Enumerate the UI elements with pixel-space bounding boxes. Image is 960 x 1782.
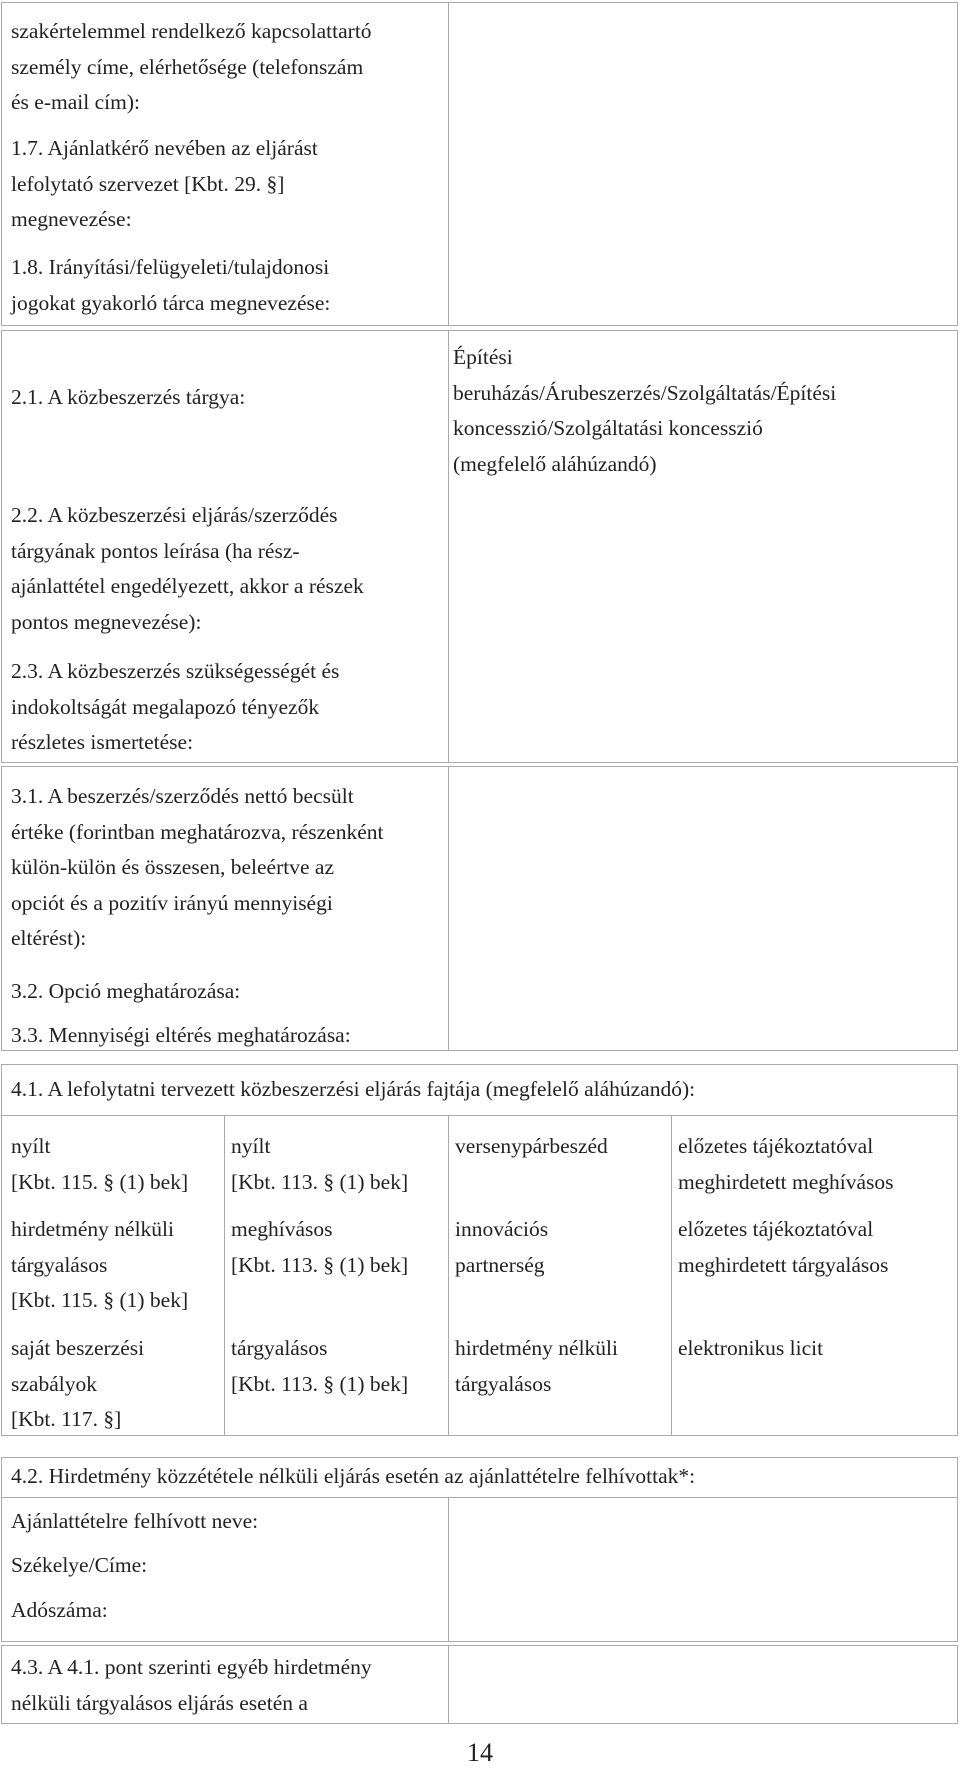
procedure-prior-info-negotiated: előzetes tájékoztatóval meghirdetett tárgyalásos	[678, 1217, 889, 1277]
invitee-address-label: Székelye/Címe:	[11, 1553, 148, 1577]
procedure-competitive-dialogue: versenypárbeszéd	[455, 1134, 608, 1158]
procedure-negotiated-115: hirdetmény nélküli tárgyalásos [Kbt. 115. § (1) bek]	[11, 1217, 189, 1312]
procedure-electronic-auction: elektronikus licit	[678, 1336, 824, 1360]
invitee-name-label: Ajánlattételre felhívott neve:	[11, 1509, 259, 1533]
invitee-tax-number-label: Adószáma:	[11, 1598, 108, 1622]
contact-person-label: szakértelemmel rendelkező kapcsolattartó személy címe, elérhetősége (telefonszám és e-mail cím):	[11, 19, 372, 114]
procedure-open-115: nyílt [Kbt. 115. § (1) bek]	[11, 1134, 189, 1194]
item-3-3-label: 3.3. Mennyiségi eltérés meghatározása:	[11, 1023, 351, 1047]
item-2-1-label: 2.1. A közbeszerzés tárgya:	[11, 385, 246, 409]
procedure-negotiated-113: tárgyalásos [Kbt. 113. § (1) bek]	[231, 1336, 409, 1396]
item-3-2-label: 3.2. Opció meghatározása:	[11, 979, 241, 1003]
procedure-restricted-113: meghívásos [Kbt. 113. § (1) bek]	[231, 1217, 409, 1277]
procedure-own-rules-117: saját beszerzési szabályok [Kbt. 117. §]	[11, 1336, 145, 1431]
procedure-negotiated-no-notice: hirdetmény nélküli tárgyalásos	[455, 1336, 619, 1396]
item-2-2-label: 2.2. A közbeszerzési eljárás/szerződés tárgyának pontos leírása (ha rész- ajánlattétel engedélyezett, akkor a részek pontos megnevezése):	[11, 503, 364, 634]
item-1-7-label: 1.7. Ajánlatkérő nevében az eljárást lefolytató szervezet [Kbt. 29. §] megnevezése:	[11, 136, 318, 231]
item-2-3-label: 2.3. A közbeszerzés szükségességét és indokoltságát megalapozó tényezők részletes ismertetése:	[11, 659, 340, 754]
page-number: 14	[467, 1738, 493, 1767]
procedure-prior-info-restricted: előzetes tájékoztatóval meghirdetett meghívásos	[678, 1134, 894, 1194]
item-3-1-label: 3.1. A beszerzés/szerződés nettó becsült értéke (forintban meghatározva, részenként külön-külön és összesen, beleértve az opciót és a pozitív irányú mennyiségi eltérést):	[11, 784, 384, 950]
item-2-1-value: Építési beruházás/Árubeszerzés/Szolgáltatás/Építési koncesszió/Szolgáltatási koncesszió (megfelelő aláhúzandó)	[453, 345, 837, 476]
procedure-open-113: nyílt [Kbt. 113. § (1) bek]	[231, 1134, 409, 1194]
item-4-1-heading: 4.1. A lefolytatni tervezett közbeszerzési eljárás fajtája (megfelelő aláhúzandó):	[11, 1077, 696, 1101]
item-4-2-heading: 4.2. Hirdetmény közzététele nélküli eljárás esetén az ajánlattételre felhívottak*:	[11, 1464, 696, 1488]
item-1-8-label: 1.8. Irányítási/felügyeleti/tulajdonosi jogokat gyakorló tárca megnevezése:	[11, 255, 331, 315]
item-4-3-label: 4.3. A 4.1. pont szerinti egyéb hirdetmény nélküli tárgyalásos eljárás esetén a	[11, 1655, 372, 1715]
procedure-innovation-partnership: innovációs partnerség	[455, 1217, 549, 1277]
